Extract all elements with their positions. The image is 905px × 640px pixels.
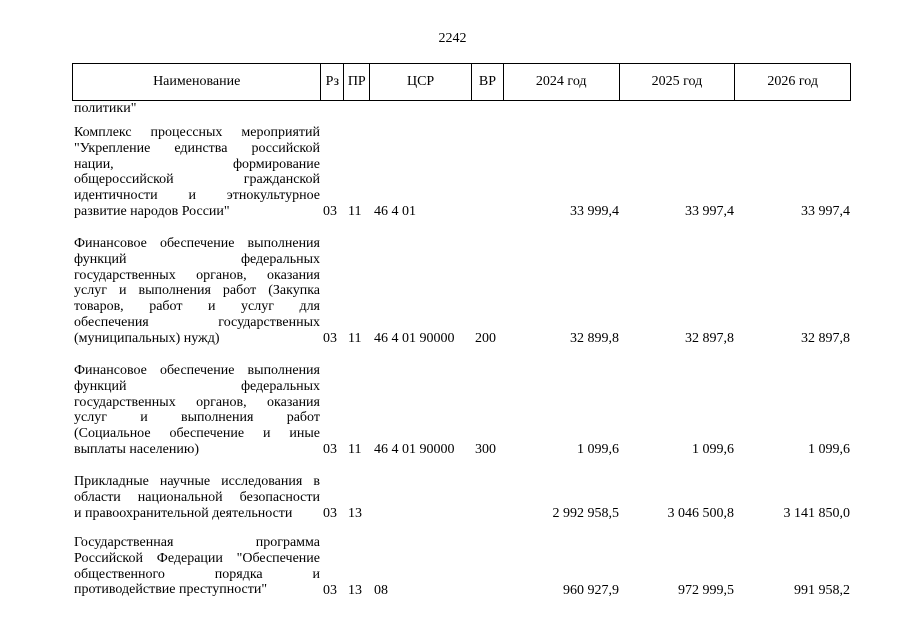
cell-vr: 200: [475, 331, 496, 347]
cell-rz: 03: [323, 506, 337, 522]
row-name-line: услуг и выполнения работ: [74, 410, 320, 426]
header-2026: 2026 год: [767, 74, 818, 89]
row-name-line: государственных органов, оказания: [74, 394, 320, 410]
row-name-line: "Укрепление единства российской: [74, 140, 320, 156]
row-name-line: функций федеральных: [74, 378, 320, 394]
cell-2025: 972 999,5: [678, 583, 734, 599]
row-name-line: политики": [74, 101, 137, 116]
row-name-line: противодействие преступности": [74, 582, 268, 598]
table-row: [72, 535, 851, 599]
cell-pr: 11: [348, 204, 362, 220]
cell-2026: 1 099,6: [808, 442, 850, 458]
cell-2024: 960 927,9: [563, 583, 619, 599]
cell-csr: 46 4 01 90000: [374, 331, 455, 347]
row-name-line: (Социальное обеспечение и иные: [74, 426, 320, 442]
row-name-line: услуг и выполнения работ (Закупка: [74, 283, 320, 299]
row-name-line: идентичности и этнокультурное: [74, 188, 320, 204]
cell-2025: 33 997,4: [685, 204, 734, 220]
row-name-line: функций федеральных: [74, 251, 320, 267]
cell-rz: 03: [323, 442, 337, 458]
row-name-line: области национальной безопасности: [74, 489, 320, 505]
row-codes: [72, 506, 851, 522]
row-name-line: развитие народов России": [74, 203, 230, 219]
cell-pr: 11: [348, 442, 362, 458]
cell-pr: 11: [348, 331, 362, 347]
row-name-line: Российской Федерации "Обеспечение: [74, 550, 320, 566]
table-row: [72, 125, 851, 220]
header-pr: ПР: [344, 64, 370, 100]
row-name-line: общероссийской гражданской: [74, 172, 320, 188]
cell-csr: 08: [374, 583, 388, 599]
row-name-line: обеспечения государственных: [74, 314, 320, 330]
header-rz: Рз: [321, 64, 344, 100]
cell-rz: 03: [323, 204, 337, 220]
row-name-line: Государственная программа: [74, 535, 320, 550]
row-name-line: Прикладные научные исследования в: [74, 474, 320, 489]
row-name-line: (муниципальных) нужд): [74, 330, 220, 346]
cell-2024: 2 992 958,5: [552, 506, 619, 522]
row-name-line: государственных органов, оказания: [74, 267, 320, 283]
row-name-line: Финансовое обеспечение выполнения: [74, 363, 320, 378]
cell-2026: 991 958,2: [794, 583, 850, 599]
row-name-line: и правоохранительной деятельности: [74, 505, 293, 521]
cell-pr: 13: [348, 583, 362, 599]
header-2025: 2025 год: [620, 64, 736, 100]
page-number: 2242: [438, 31, 467, 46]
header-2024: 2024 год: [504, 64, 620, 100]
cell-2024: 1 099,6: [577, 442, 619, 458]
row-name: [74, 236, 320, 347]
row-codes: [72, 442, 851, 458]
cell-2025: 1 099,6: [692, 442, 734, 458]
cell-2025: 32 897,8: [685, 331, 734, 347]
cell-2024: 32 899,8: [570, 331, 619, 347]
row-codes: [72, 583, 851, 599]
cell-rz: 03: [323, 331, 337, 347]
header-name: Наименование: [73, 64, 321, 100]
cell-2024: 33 999,4: [570, 204, 619, 220]
cell-2026: 3 141 850,0: [783, 506, 850, 522]
table-header: [72, 63, 851, 101]
row-name-line: нации, формирование: [74, 156, 320, 172]
table-row: [72, 363, 851, 458]
cell-2026: 33 997,4: [801, 204, 850, 220]
row-name-line: Финансовое обеспечение выполнения: [74, 236, 320, 251]
row-name-line: товаров, работ и услуг для: [74, 299, 320, 315]
table-row: [72, 101, 851, 117]
header-vr: ВР: [472, 64, 504, 100]
cell-csr: 46 4 01: [374, 204, 416, 220]
cell-rz: 03: [323, 583, 337, 599]
row-codes: [72, 331, 851, 347]
cell-2025: 3 046 500,8: [667, 506, 734, 522]
cell-pr: 13: [348, 506, 362, 522]
row-name-line: общественного порядка и: [74, 566, 320, 582]
cell-2026: 32 897,8: [801, 331, 850, 347]
row-name: [74, 101, 320, 117]
row-name-line: Комплекс процессных мероприятий: [74, 125, 320, 140]
table-row: [72, 474, 851, 522]
header-csr: ЦСР: [370, 64, 472, 100]
row-name-line: выплаты населению): [74, 441, 199, 457]
cell-csr: 46 4 01 90000: [374, 442, 455, 458]
cell-vr: 300: [475, 442, 496, 458]
table-row: [72, 236, 851, 347]
row-codes: [72, 204, 851, 220]
